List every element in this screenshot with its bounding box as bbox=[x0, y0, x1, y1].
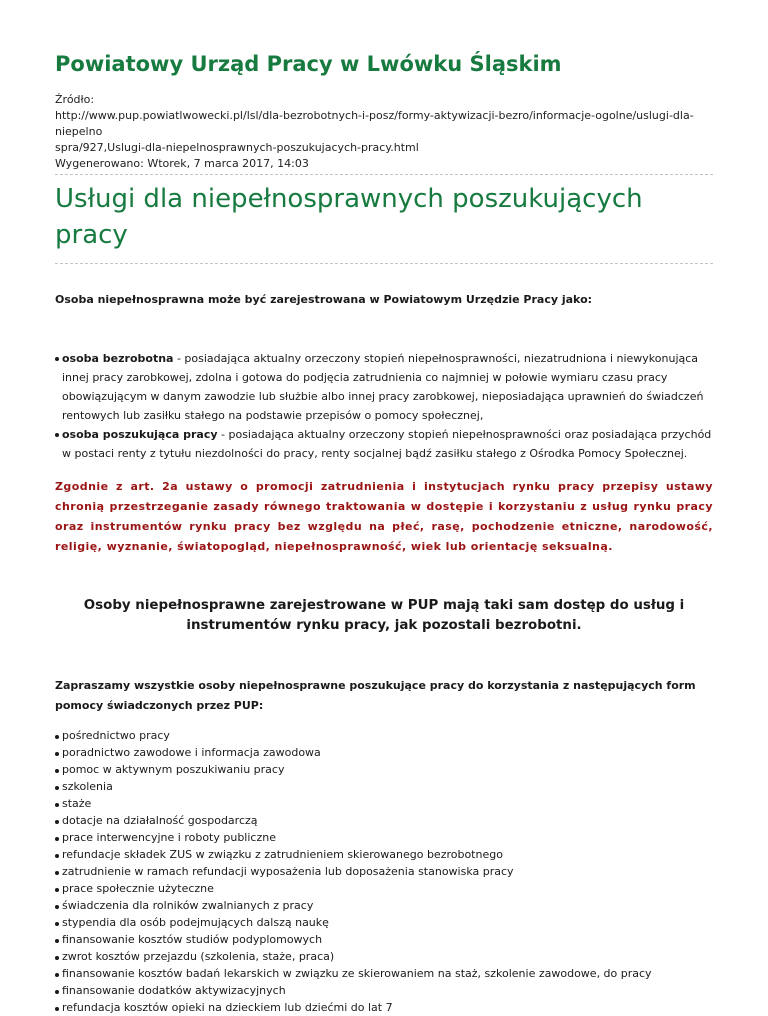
source-url-line-2: spra/927,Uslugi-dla-niepelnosprawnych-poszukujacych-pracy.html bbox=[55, 141, 419, 154]
article-title: Usługi dla niepełnosprawnych poszukujących pracy bbox=[55, 184, 643, 250]
list-item bbox=[55, 425, 713, 463]
type-term: osoba poszukująca pracy bbox=[62, 428, 218, 441]
list-item: finansowanie kosztów badań lekarskich w związku ze skierowaniem na staż, szkolenie zawodowe, do pracy bbox=[55, 965, 713, 982]
site-title: Powiatowy Urząd Pracy w Lwówku Śląskim bbox=[55, 52, 562, 76]
source-url-line-1: http://www.pup.powiatlwowecki.pl/lsl/dla-bezrobotnych-i-posz/formy-aktywizacji-bezro/informacje-ogolne/uslugi-dla-niepelno bbox=[55, 109, 694, 138]
intro-text: Osoba niepełnosprawna może być zarejestrowana w Powiatowym Urzędzie Pracy jako: bbox=[55, 293, 593, 306]
source-meta bbox=[55, 92, 713, 172]
divider-title bbox=[55, 263, 713, 264]
type-term: osoba bezrobotna bbox=[62, 352, 174, 365]
generated-date: Wygenerowano: Wtorek, 7 marca 2017, 14:03 bbox=[55, 157, 309, 170]
law-notice: Zgodnie z art. 2a ustawy o promocji zatrudnienia i instytucjach rynku pracy przepisy ustawy chronią przestrzeganie zasady równego traktowania w dostępie i korzystaniu z usług rynku pracy oraz instrumentów rynku pracy bez względu na płeć, rasę, pochodzenie etniczne, narodowość, religię, wyznanie, światopogląd, niepełnosprawność, wiek lub orientację seksualną. bbox=[55, 480, 713, 553]
source-label: Źródło: bbox=[55, 93, 95, 106]
list-item: szkolenia bbox=[55, 778, 713, 795]
list-item: dotacje na działalność gospodarczą bbox=[55, 812, 713, 829]
equal-access-heading: Osoby niepełnosprawne zarejestrowane w PUP mają taki sam dostęp do usług i instrumentów rynku pracy, jak pozostali bezrobotni. bbox=[83, 598, 685, 633]
list-item: poradnictwo zawodowe i informacja zawodowa bbox=[55, 744, 713, 761]
list-item bbox=[55, 349, 713, 425]
list-item: stypendia dla osób podejmujących dalszą naukę bbox=[55, 914, 713, 931]
list-item: pomoc w aktywnym poszukiwaniu pracy bbox=[55, 761, 713, 778]
invite-text: Zapraszamy wszystkie osoby niepełnosprawne poszukujące pracy do korzystania z następujących form pomocy świadczonych przez PUP: bbox=[55, 679, 696, 712]
type-description: - posiadająca aktualny orzeczony stopień niepełnosprawności oraz posiadająca przychód w postaci renty z tytułu niezdolności do pracy, renty socjalnej bądź zasiłku stałego z Ośrodka Pomocy Społecznej. bbox=[62, 428, 712, 460]
list-item: prace interwencyjne i roboty publiczne bbox=[55, 829, 713, 846]
type-description: - posiadająca aktualny orzeczony stopień niepełnosprawności, niezatrudniona i niewykonująca innej pracy zarobkowej, zdolna i gotowa do podjęcia zatrudnienia co najmniej w połowie wymiaru czasu pracy obowiązującym w danym zawodzie lub służbie albo innej pracy zarobkowej, nieposiadająca uprawnień do świadczeń rentowych lub zasiłku stałego na podstawie przepisów o pomocy społecznej, bbox=[62, 352, 704, 422]
list-item: finansowanie kosztów studiów podyplomowych bbox=[55, 931, 713, 948]
list-item: prace społecznie użyteczne bbox=[55, 880, 713, 897]
list-item: refundacje składek ZUS w związku z zatrudnieniem skierowanego bezrobotnego bbox=[55, 846, 713, 863]
list-item: finansowanie dodatków aktywizacyjnych bbox=[55, 982, 713, 999]
list-item: świadczenia dla rolników zwalnianych z pracy bbox=[55, 897, 713, 914]
list-item: pośrednictwo pracy bbox=[55, 727, 713, 744]
list-item: staże bbox=[55, 795, 713, 812]
list-item: zatrudnienie w ramach refundacji wyposażenia lub doposażenia stanowiska pracy bbox=[55, 863, 713, 880]
registration-types-list bbox=[55, 349, 713, 463]
list-item: refundacja kosztów opieki na dzieckiem lub dziećmi do lat 7 bbox=[55, 999, 713, 1016]
support-forms-list bbox=[55, 727, 713, 1016]
list-item: zwrot kosztów przejazdu (szkolenia, staże, praca) bbox=[55, 948, 713, 965]
